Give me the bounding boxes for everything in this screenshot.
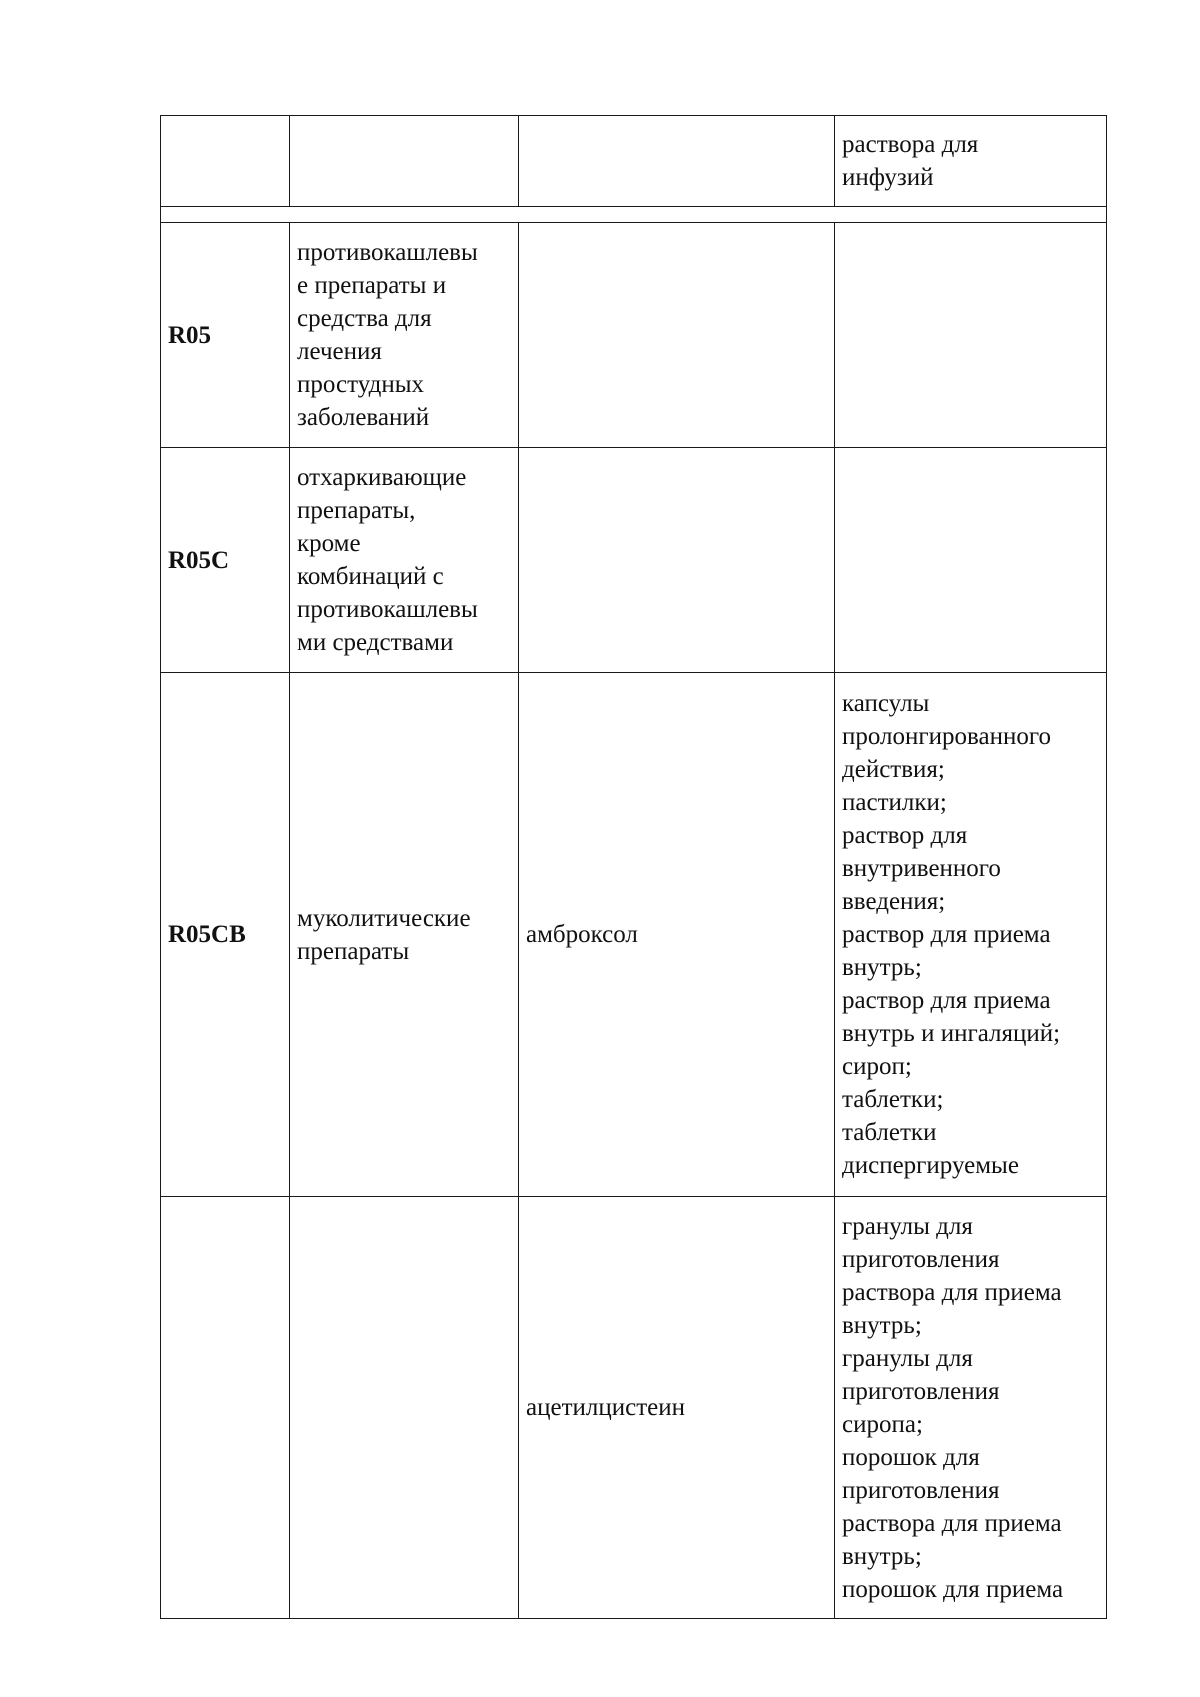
dosage-form-line: действия; [842, 756, 945, 783]
dosage-form-line: диспергируемые [842, 1152, 1019, 1179]
dosage-form-line: внутрь; [842, 1311, 922, 1339]
group-line: средства для [297, 305, 432, 332]
dosage-form-line: раствор для приема [842, 987, 1051, 1014]
dosage-form-line: раствор для приема [842, 921, 1051, 948]
dosage-form-line: приготовления [842, 1245, 1000, 1273]
drug-name-cell: ацетилцистеин [519, 1197, 835, 1619]
drug-name-cell [519, 223, 835, 448]
table-row [161, 1197, 1107, 1619]
dosage-form-line: сироп; [842, 1053, 912, 1080]
atc-code-cell: R05C [161, 448, 290, 673]
dosage-form-line: раствора для приема [842, 1509, 1062, 1537]
group-line: отхаркивающие [297, 464, 467, 491]
dosage-form-line: пастилки; [842, 789, 947, 816]
pharmacological-group-cell [290, 223, 519, 448]
dosage-form-cell [835, 448, 1107, 673]
dosage-form-line: таблетки; [842, 1086, 944, 1113]
pharmacological-group-cell [290, 448, 519, 673]
group-line: комбинаций с [297, 563, 444, 590]
dosage-form-line: инфузий [842, 164, 934, 191]
dosage-form-line: внутрь; [842, 1542, 922, 1570]
dosage-form-line: приготовления [842, 1377, 1000, 1405]
dosage-form-line: пролонгированного [842, 723, 1051, 750]
table-row [161, 223, 1107, 448]
dosage-form-line: гранулы для [842, 1212, 973, 1240]
dosage-form-line: внутривенного [842, 855, 1001, 882]
dosage-form-line: капсулы [842, 690, 930, 717]
dosage-form-line: внутрь и ингаляций; [842, 1020, 1061, 1047]
dosage-form-line: порошок для [842, 1443, 980, 1471]
dosage-form-line: внутрь; [842, 954, 922, 981]
atc-code-cell [161, 116, 290, 207]
pharmacological-group-cell [290, 673, 519, 1197]
drug-name-cell [519, 116, 835, 207]
dosage-form-line: гранулы для [842, 1344, 973, 1372]
table-row [161, 448, 1107, 673]
table-separator-row [161, 207, 1107, 223]
table-row [161, 673, 1107, 1197]
dosage-form-cell [835, 223, 1107, 448]
dosage-form-line: введения; [842, 888, 946, 915]
dosage-form-line: порошок для приема [842, 1575, 1064, 1603]
group-line: противокашлевы [297, 596, 478, 623]
group-line: лечения [297, 338, 382, 365]
dosage-form-cell [835, 673, 1107, 1197]
group-line: е препараты и [297, 272, 447, 299]
group-line: муколитические [297, 904, 471, 932]
medication-table [160, 115, 1107, 1619]
atc-code-cell: R05 [161, 223, 290, 448]
dosage-form-line: раствора для [842, 131, 979, 158]
dosage-form-line: приготовления [842, 1476, 1000, 1504]
group-line: кроме [297, 530, 361, 557]
atc-code-cell [161, 1197, 290, 1619]
dosage-form-line: сиропа; [842, 1410, 923, 1438]
dosage-form-cell [835, 116, 1107, 207]
group-line: противокашлевы [297, 239, 478, 266]
group-line: простудных [297, 371, 425, 398]
separator-cell [161, 207, 1107, 223]
table-row [161, 116, 1107, 207]
group-line: ми средствами [297, 629, 454, 656]
dosage-form-cell [835, 1197, 1107, 1619]
group-line: препараты [297, 937, 410, 965]
dosage-form-line: таблетки [842, 1119, 937, 1146]
group-line: заболеваний [297, 404, 430, 431]
dosage-form-line: раствор для [842, 822, 968, 849]
drug-name-cell: амброксол [519, 673, 835, 1197]
drug-name-cell [519, 448, 835, 673]
pharmacological-group-cell [290, 116, 519, 207]
atc-code-cell: R05CB [161, 673, 290, 1197]
dosage-form-line: раствора для приема [842, 1278, 1062, 1306]
pharmacological-group-cell [290, 1197, 519, 1619]
group-line: препараты, [297, 497, 416, 524]
